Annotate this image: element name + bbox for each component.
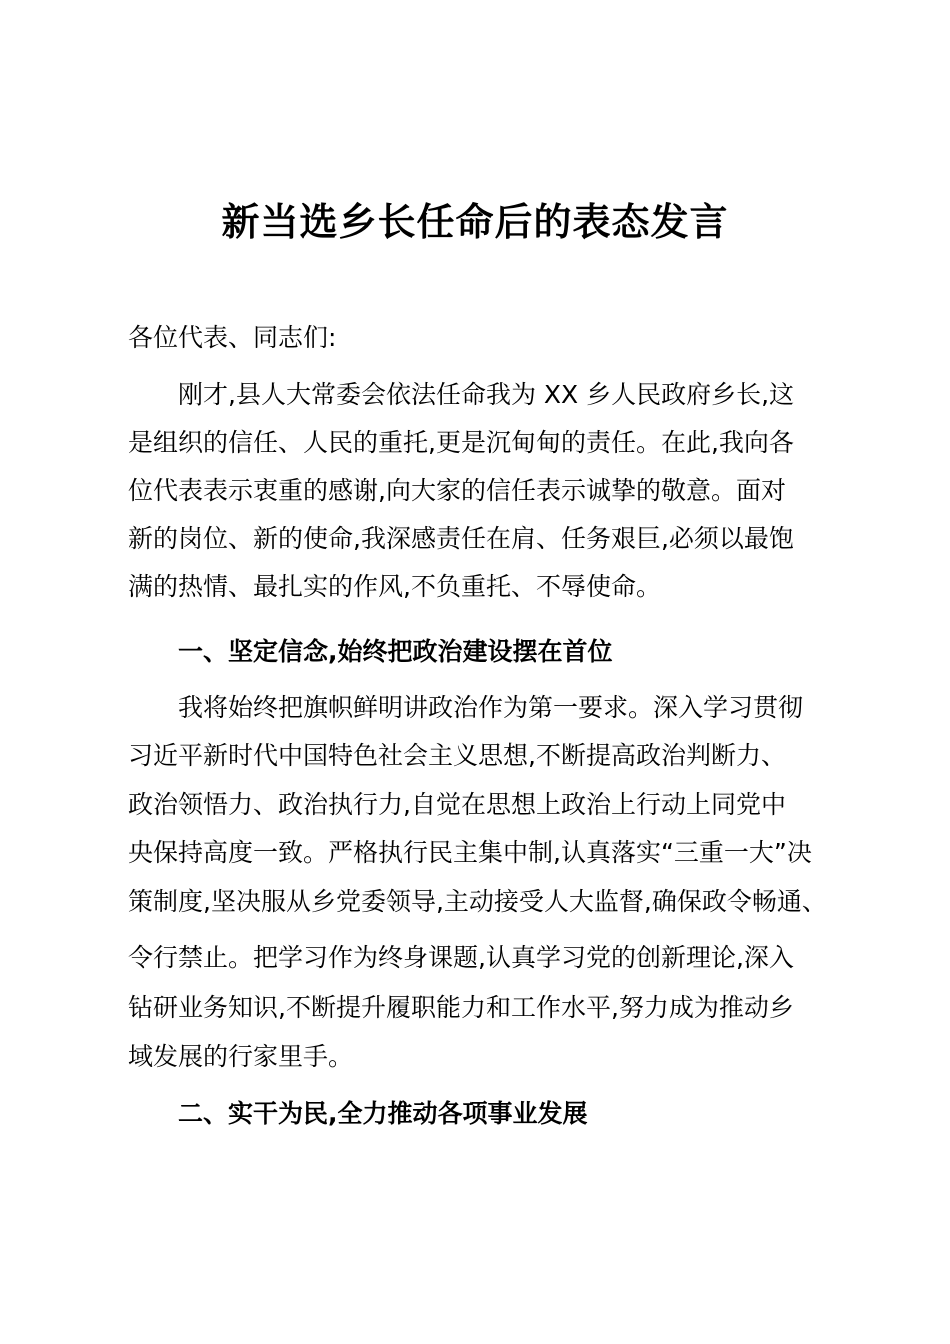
section1-line-5: 策制度,坚决服从乡党委领导,主动接受人大监督,确保政令畅通、: [128, 887, 827, 916]
section1-line-6: 令行禁止。把学习作为终身课题,认真学习党的创新理论,深入: [128, 943, 794, 972]
document-title: 新当选乡长任命后的表态发言: [221, 200, 729, 244]
intro-line-5: 满的热情、最扎实的作风,不负重托、不辱使命。: [128, 572, 661, 601]
salutation: 各位代表、同志们:: [128, 323, 337, 352]
section-heading-1: 一、坚定信念,始终把政治建设摆在首位: [178, 637, 613, 666]
section1-line-8: 域发展的行家里手。: [128, 1042, 354, 1071]
section1-line-2: 习近平新时代中国特色社会主义思想,不断提高政治判断力、: [128, 741, 786, 770]
section1-line-1: 我将始终把旗帜鲜明讲政治作为第一要求。深入学习贯彻: [178, 693, 804, 722]
section1-line-4: 央保持高度一致。严格执行民主集中制,认真落实“三重一大”决: [128, 838, 812, 867]
intro-line-2: 是组织的信任、人民的重托,更是沉甸甸的责任。在此,我向各: [128, 428, 794, 457]
intro-line-4: 新的岗位、新的使命,我深感责任在肩、任务艰巨,必须以最饱: [128, 524, 794, 553]
section1-line-3: 政治领悟力、政治执行力,自觉在思想上政治上行动上同党中: [128, 790, 786, 819]
section-heading-2: 二、实干为民,全力推动各项事业发展: [178, 1099, 588, 1128]
intro-line-3: 位代表表示衷重的感谢,向大家的信任表示诚挚的敬意。面对: [128, 476, 786, 505]
section1-line-7: 钻研业务知识,不断提升履职能力和工作水平,努力成为推动乡: [128, 993, 794, 1022]
intro-line-1: 刚才,县人大常委会依法任命我为 XX 乡人民政府乡长,这: [178, 380, 795, 409]
